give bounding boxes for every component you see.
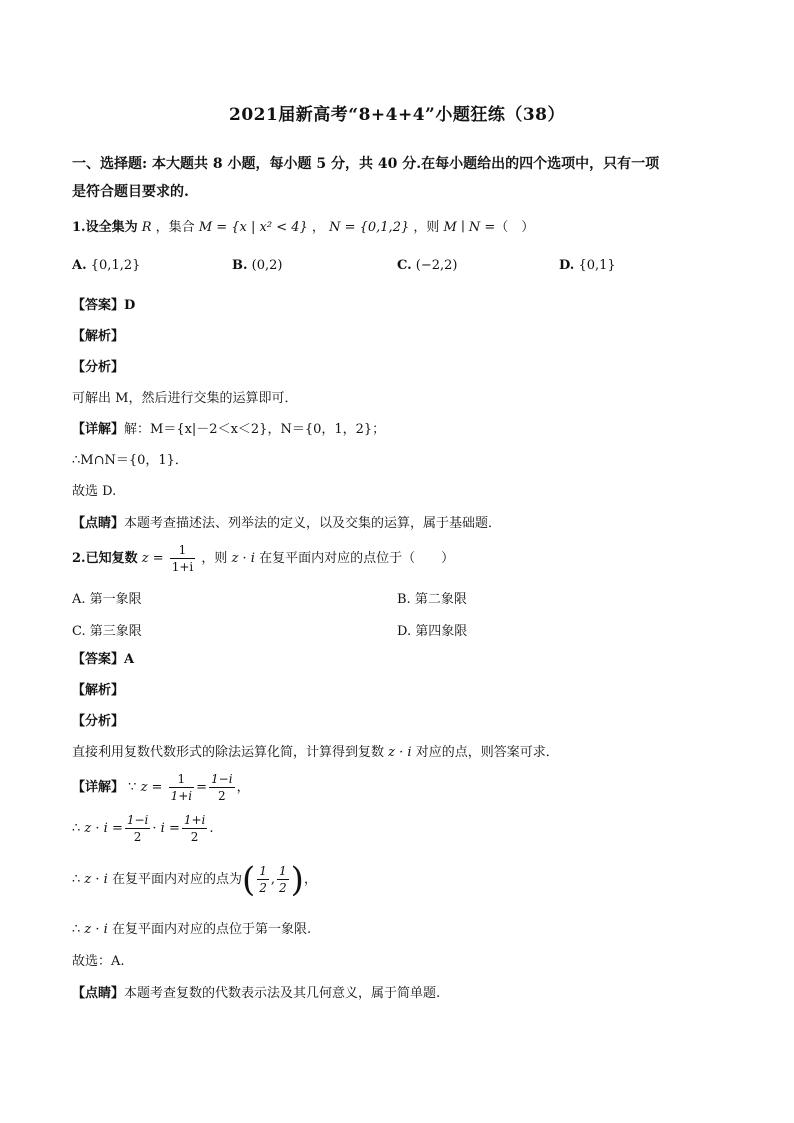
d3-frac-1 bbox=[257, 863, 269, 896]
q2-zi: z · i bbox=[231, 551, 255, 566]
q2-stem-c: 在复平面内对应的点位于（ ） bbox=[259, 551, 455, 566]
frac-den: 2 bbox=[259, 881, 267, 895]
q2-fenxi-label: 【分析】 bbox=[72, 714, 125, 729]
q1-intersection: M ∣ N bbox=[443, 220, 481, 235]
option-text: (−2,2) bbox=[415, 258, 458, 273]
q2-option-b bbox=[397, 588, 467, 607]
d2-frac-1 bbox=[125, 812, 151, 845]
option-letter: A. bbox=[72, 258, 87, 273]
q2-stem-b: ，则 bbox=[201, 551, 228, 566]
q2-detail-line-2: ∴ z · i = $\frac{1-i}{2}$ · i = $\frac{1+i}{2}$ . bbox=[72, 813, 214, 844]
therefore-symbol: ∴ bbox=[72, 922, 81, 937]
q2-option-d bbox=[397, 620, 467, 639]
page-title: 2021届新高考“8+4+4”小题狂练（38） bbox=[228, 105, 565, 125]
frac-num: 1 bbox=[279, 864, 287, 878]
option-letter: D. bbox=[559, 258, 575, 273]
detail-label: 【详解】 bbox=[72, 780, 125, 795]
section-line-2: 是符合题目要求的. bbox=[72, 184, 189, 200]
option-text: 第三象限 bbox=[89, 624, 142, 639]
fenxi-text-b: 对应的点，则答案可求． bbox=[415, 745, 559, 760]
comment-label: 【点睛】 bbox=[72, 516, 125, 531]
section-header bbox=[72, 150, 732, 206]
q1-option-b bbox=[232, 258, 282, 273]
d1-z-eq: z = bbox=[140, 780, 163, 795]
q2-answer bbox=[72, 650, 732, 670]
q2-jiexi: 【解析】 bbox=[72, 683, 125, 698]
q2-comment bbox=[72, 984, 732, 1004]
comment-text: 本题考查复数的代数表示法及其几何意义，属于简单题. bbox=[124, 986, 441, 1001]
option-letter: A. bbox=[72, 592, 86, 607]
option-text: (0,2) bbox=[251, 258, 283, 273]
q2-option-a bbox=[72, 588, 142, 607]
q2-stem bbox=[72, 541, 732, 577]
d3-zi: z · i bbox=[84, 872, 108, 887]
answer-label: 【答案】 bbox=[72, 652, 125, 667]
fenxi-zi: z · i bbox=[388, 745, 412, 760]
option-letter: D. bbox=[397, 624, 412, 639]
d2-zi: z · i bbox=[84, 821, 108, 836]
d3-text: 在复平面内对应的点为 bbox=[111, 872, 242, 887]
q1-option-d bbox=[559, 258, 616, 273]
q1-answer bbox=[72, 296, 732, 316]
frac-den: 1+i bbox=[170, 789, 193, 803]
fenxi-text-a: 直接利用复数代数形式的除法运算化简，计算得到复数 bbox=[72, 745, 385, 760]
q2-choose: 故选：A. bbox=[72, 954, 125, 969]
q1-stem-c: ，则 bbox=[413, 220, 440, 235]
q2-detail-line-4 bbox=[72, 920, 732, 940]
option-text: {0,1} bbox=[578, 258, 616, 273]
frac-den: 2 bbox=[217, 789, 226, 803]
frac-num: 1 bbox=[169, 771, 195, 788]
frac-den: 2 bbox=[190, 830, 199, 844]
q2-fraction bbox=[170, 542, 196, 575]
frac-num: 1−i bbox=[211, 772, 233, 786]
comment-text: 本题考查描述法、列举法的定义，以及交集的运算，属于基础题． bbox=[124, 516, 502, 531]
option-letter: B. bbox=[397, 592, 411, 607]
q1-comment bbox=[72, 514, 732, 534]
q2-detail-line-3: ∴ z · i 在复平面内对应的点为( $\frac{1}{2}$ , $\frac{1}{2}$ )， bbox=[72, 859, 317, 900]
q1-detail-2: ∴M∩N＝{0，1}． bbox=[72, 453, 188, 468]
q1-fenxi-label: 【分析】 bbox=[72, 360, 125, 375]
q1-detail bbox=[72, 420, 732, 440]
frac-den: 2 bbox=[279, 881, 287, 895]
q1-set-m: M = {x | x² < 4} bbox=[198, 220, 308, 235]
answer-label: 【答案】 bbox=[72, 298, 125, 313]
option-letter: C. bbox=[397, 258, 412, 273]
frac-den: 1+i bbox=[171, 560, 194, 574]
q1-option-a bbox=[72, 258, 140, 273]
q1-stem-b: ，集合 bbox=[155, 220, 195, 235]
comment-label: 【点睛】 bbox=[72, 986, 125, 1001]
d1-frac-1 bbox=[169, 771, 195, 804]
because-symbol: ∵ bbox=[128, 780, 137, 795]
q1-universal-set: R bbox=[141, 220, 152, 235]
frac-num: 1 bbox=[170, 542, 196, 559]
d4-text: 在复平面内对应的点位于第一象限. bbox=[111, 922, 312, 937]
q1-fenxi-text: 可解出 M，然后进行交集的运算即可． bbox=[72, 391, 298, 406]
therefore-symbol: ∴ bbox=[72, 872, 81, 887]
q2-stem-a: 2.已知复数 bbox=[72, 551, 138, 566]
q2-option-c bbox=[72, 620, 142, 639]
answer-value: D bbox=[124, 298, 136, 313]
d3-frac-2 bbox=[277, 863, 289, 896]
option-text: 第四象限 bbox=[415, 624, 468, 639]
answer-value: A bbox=[124, 652, 135, 667]
q2-fenxi bbox=[72, 743, 732, 763]
option-letter: B. bbox=[232, 258, 248, 273]
option-letter: C. bbox=[72, 624, 86, 639]
detail-label: 【详解】 bbox=[72, 422, 125, 437]
frac-den: 2 bbox=[133, 830, 142, 844]
detail-text: 解：M＝{x|－2＜x＜2}，N＝{0，1，2}； bbox=[124, 422, 386, 437]
q1-set-n: N = {0,1,2} bbox=[329, 220, 410, 235]
therefore-symbol: ∴ bbox=[72, 821, 81, 836]
q1-choose: 故选 D. bbox=[72, 484, 117, 499]
option-text: 第二象限 bbox=[414, 592, 467, 607]
q1-stem bbox=[72, 218, 732, 238]
q1-stem-a: 1.设全集为 bbox=[72, 220, 138, 235]
q2-detail-line-1: 【详解】 ∵ z = $\frac{1}{1+i}$ = $\frac{1-i}{2}$ ， bbox=[72, 772, 250, 803]
q2-z-eq: z = bbox=[141, 551, 164, 566]
option-text: {0,1,2} bbox=[90, 258, 141, 273]
d2-frac-2 bbox=[182, 812, 208, 845]
section-line-1: 一、选择题: 本大题共 8 小题，每小题 5 分，共 40 分.在每小题给出的四个选项中，只有一项 bbox=[72, 156, 660, 172]
d1-frac-2 bbox=[209, 771, 235, 804]
frac-num: 1−i bbox=[126, 813, 149, 827]
frac-num: 1+i bbox=[183, 813, 206, 827]
q1-jiexi: 【解析】 bbox=[72, 329, 125, 344]
q1-sep: ， bbox=[311, 220, 325, 235]
q1-option-c bbox=[397, 258, 458, 273]
q1-stem-d: =（ ） bbox=[484, 220, 535, 235]
d4-zi: z · i bbox=[84, 922, 108, 937]
option-text: 第一象限 bbox=[89, 592, 142, 607]
frac-num: 1 bbox=[259, 864, 267, 878]
